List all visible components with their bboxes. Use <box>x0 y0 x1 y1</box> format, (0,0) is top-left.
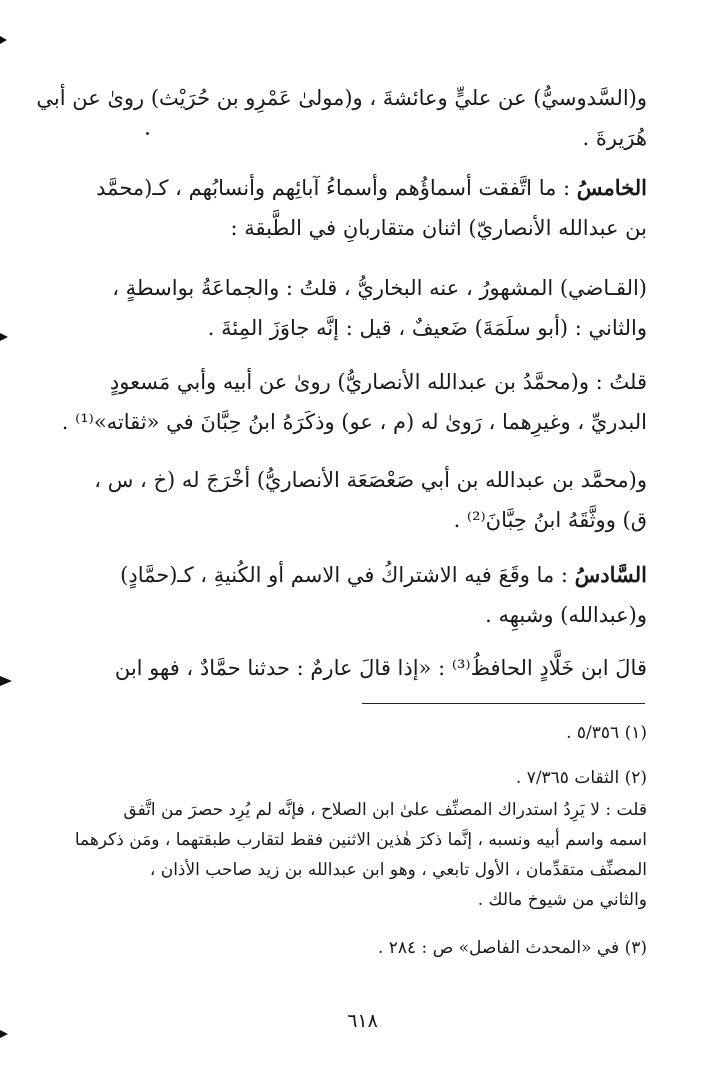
text-line: (القـاضي) المشهورُ ، عنه البخاريُّ ، قلتُ : والجماعَةُ بواسطةٍ ، <box>112 276 647 300</box>
text-line: هُرَيرةَ . <box>582 126 647 150</box>
paragraph <box>60 648 647 688</box>
page-edge-mark <box>0 676 12 686</box>
footnote-line: (٣) في «المحدث الفاصل» ص : ٢٨٤ . <box>377 938 647 958</box>
footnote-divider <box>362 703 645 704</box>
text-run: : ما وقَعَ فيه الاشتراكُ في الاسم أو الكُنيةِ ، كـ(حمَّادٍ) <box>120 563 568 587</box>
section-heading: السَّادسُ <box>574 562 647 587</box>
text-line: البدريِّ ، وغيرِهما ، رَوىٰ له (م ، عو) وذكَرَهُ ابنُ حِبَّانَ في «ثقاته»⁽¹⁾ . <box>61 410 647 434</box>
text-line: بن عبدالله الأنصاريّ) اثنان متقاربانِ في الطَّبقة : <box>230 216 647 240</box>
page-edge-mark <box>0 36 7 44</box>
text-line: و(محمَّد بن عبدالله بن أبي صَعْصَعَة الأنصاريُّ) أخْرَجَ له (خ ، س ، <box>94 468 647 492</box>
page-number: ٦١٨ <box>347 1010 378 1032</box>
paragraph <box>60 460 647 540</box>
section-heading: الخامسُ <box>576 175 647 200</box>
footnote <box>60 933 647 963</box>
paragraph <box>60 555 647 635</box>
footnote-line: قلت : لا يَرِدُ استدراك المصنِّف علىٰ ابن الصلاح ، فإنَّه لم يُرِد حصرَ من اتَّفق <box>123 800 647 820</box>
text-line: قالَ ابن خَلَّادٍ الحافظُ⁽³⁾ : «إذا قالَ عارمٌ : حدثنا حمَّادٌ ، فهو ابن <box>114 656 647 680</box>
paragraph <box>36 78 647 158</box>
footnote-line: والثاني من شيوخ مالك . <box>477 890 647 910</box>
footnote <box>60 718 647 748</box>
text-line <box>60 555 647 595</box>
text-line: قلتُ : و(محمَّدُ بن عبدالله الأنصاريُّ) روىٰ عن أبيه وأبي مَسعودٍ <box>109 370 647 394</box>
footnote-line: المصنِّف متقدِّمان ، الأول تابعي ، وهو ابن عبدالله بن زيد صاحب الأذان ، <box>149 860 647 880</box>
page-edge-mark <box>0 333 8 341</box>
footnote <box>60 763 647 793</box>
paragraph <box>60 362 647 442</box>
text-line: ق) ووثَّقَهُ ابنُ حِبَّانَ⁽²⁾ . <box>453 508 647 532</box>
footnote-note <box>60 795 647 915</box>
footnote-line: (٢) الثقات ٧/٣٦٥ . <box>515 768 647 788</box>
paragraph <box>60 168 647 248</box>
footnote-line: (١) ٥/٣٥٦ . <box>566 723 647 743</box>
text-line: و(السَّدوسيُّ) عن عليٍّ وعائشةَ ، و(مولىٰ عَمْرِو بن حُرَيْث) روىٰ عن أبي <box>36 86 647 110</box>
text-line: و(عبدالله) وشبهِه . <box>485 603 647 627</box>
text-run: : ما اتَّفقت أسماؤُهم وأسماءُ آبائِهم وأنسابُهم ، كـ(محمَّد <box>96 176 571 200</box>
paragraph <box>60 268 647 348</box>
text-line: والثاني : (أبو سلَمَةَ) ضَعيفٌ ، قيل : إنَّه جاوَزَ المِئةَ . <box>207 316 647 340</box>
text-line <box>60 168 647 208</box>
footnote-line: اسمه واسم أبيه ونسبه ، إنَّما ذكرَ هٰذين الاثنين فقط لتقارب طبقتهما ، ومَن ذكرهما <box>74 830 647 850</box>
